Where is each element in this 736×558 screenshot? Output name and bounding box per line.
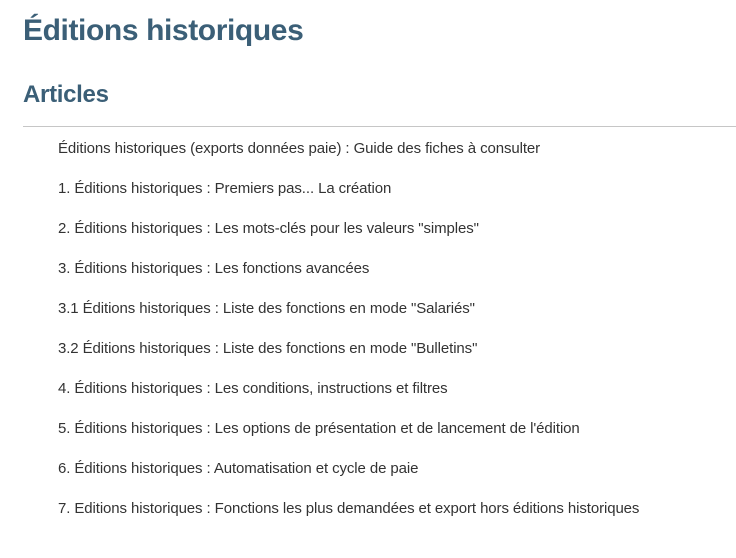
list-item: [58, 448, 728, 488]
article-link-2[interactable]: 2. Éditions historiques : Les mots-clés pour les valeurs "simples": [58, 219, 479, 237]
list-item: [58, 168, 728, 208]
article-link-4[interactable]: 4. Éditions historiques : Les conditions, instructions et filtres: [58, 379, 448, 397]
article-link-6[interactable]: 6. Éditions historiques : Automatisation et cycle de paie: [58, 459, 419, 477]
list-item: [58, 368, 728, 408]
article-link-3-2[interactable]: 3.2 Éditions historiques : Liste des fonctions en mode "Bulletins": [58, 339, 478, 357]
list-item: [58, 488, 728, 528]
article-link-guide[interactable]: Éditions historiques (exports données paie) : Guide des fiches à consulter: [58, 139, 541, 157]
list-item: [58, 408, 728, 448]
article-link-3-1[interactable]: 3.1 Éditions historiques : Liste des fonctions en mode "Salariés": [58, 299, 475, 317]
article-list: [58, 128, 728, 528]
article-link-1[interactable]: 1. Éditions historiques : Premiers pas... La création: [58, 179, 392, 197]
list-item: [58, 128, 728, 168]
list-item: [58, 288, 728, 328]
page-title: Éditions historiques: [23, 14, 304, 47]
list-item: [58, 328, 728, 368]
article-link-7[interactable]: 7. Editions historiques : Fonctions les plus demandées et export hors éditions historiques: [58, 499, 640, 517]
list-item: [58, 208, 728, 248]
article-link-3[interactable]: 3. Éditions historiques : Les fonctions avancées: [58, 259, 370, 277]
article-link-5[interactable]: 5. Éditions historiques : Les options de présentation et de lancement de l'édition: [58, 419, 580, 437]
section-title-articles: Articles: [23, 81, 109, 108]
section-divider: [23, 126, 736, 127]
list-item: [58, 248, 728, 288]
